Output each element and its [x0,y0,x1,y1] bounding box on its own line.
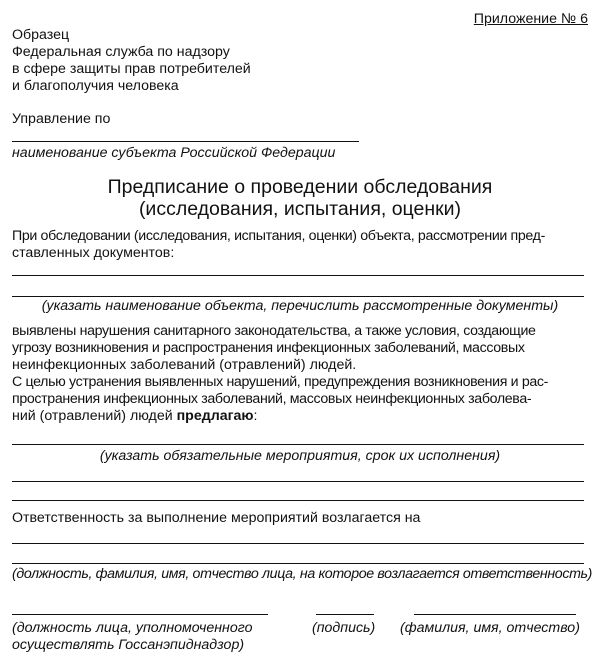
department-fill-line [12,141,359,142]
signature-line [316,614,374,615]
propose-keyword: предлагаю [176,408,254,424]
violations-line-2: угрозу возникновения и распространения инфекционных заболеваний, массовых [12,340,525,356]
signature-caption: (подпись) [312,620,376,636]
violations-line-1: выявлены нарушения санитарного законодательства, а также условия, создающие [12,323,536,339]
measures-fill-line-1 [12,444,584,445]
violations-line-3: неинфекционных заболеваний (отравлений) людей. [12,357,357,373]
measures-caption: (указать обязательные мероприятия, срок их исполнения) [99,448,501,464]
full-name-line [414,614,576,615]
header-line-3: в сфере защиты прав потребителей [12,61,251,77]
measures-fill-line-3 [12,500,584,501]
header-line-4: и благополучия человека [12,78,179,94]
responsibility-label: Ответственность за выполнение мероприятий возлагается на [12,510,421,526]
measures-fill-line-2 [12,481,584,482]
purpose-line-3 [12,408,258,425]
object-fill-line-1 [12,275,584,276]
header-line-2: Федеральная служба по надзору [12,44,230,60]
responsible-caption: (должность, фамилия, имя, отчество лица, на которое возлагается ответственность) [12,566,593,582]
responsible-fill-line-2 [12,563,584,564]
official-caption-line-2: осуществлять Госсанэпиднадзор) [12,637,245,653]
header-line-1: Образец [12,27,70,43]
object-fill-line-2 [12,296,584,297]
full-name-caption: (фамилия, имя, отчество) [400,620,580,636]
department-caption: наименование субъекта Российской Федерации [12,145,336,161]
purpose-line-2: пространения инфекционных заболеваний, массовых неинфекционных заболева- [12,391,532,407]
official-caption-line-1: (должность лица, уполномоченного [12,620,253,636]
document-title-line-2: (исследования, испытания, оценки) [138,198,462,220]
purpose-line-3-colon: : [253,408,258,424]
object-caption: (указать наименование объекта, перечислить рассмотренные документы) [41,298,559,314]
intro-line-2: ставленных документов: [12,245,175,261]
document-title-line-1: Предписание о проведении обследования [107,176,493,198]
department-label: Управление по [12,111,111,127]
intro-line-1: При обследовании (исследования, испытания, оценки) объекта, рассмотрении пред- [12,228,545,244]
appendix-label: Приложение № 6 [473,11,588,27]
purpose-line-3-text: ний (отравлений) людей [12,408,177,424]
responsible-fill-line-1 [12,543,584,544]
purpose-line-1: С целью устранения выявленных нарушений, предупреждения возникновения и рас- [12,374,549,390]
official-position-line [12,614,268,615]
